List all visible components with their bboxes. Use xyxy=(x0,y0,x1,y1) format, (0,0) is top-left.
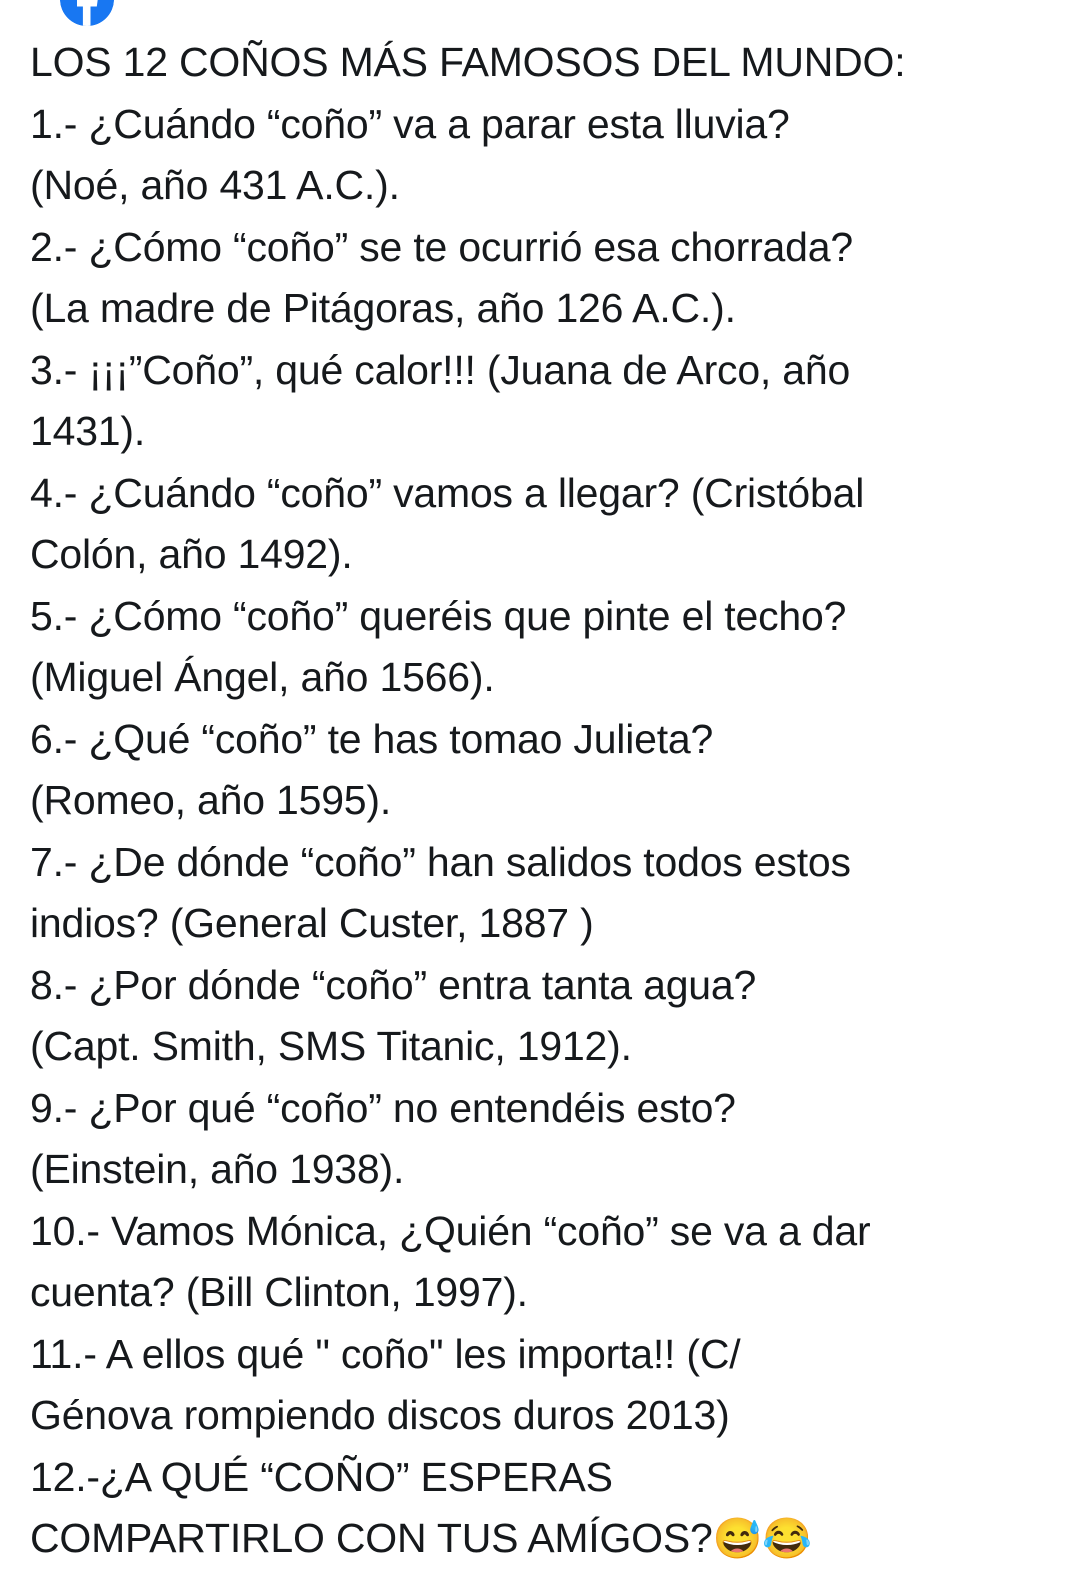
text-line: Génova rompiendo discos duros 2013) xyxy=(30,1392,730,1438)
text-line: 6.- ¿Qué “coño” te has tomao Julieta? xyxy=(30,715,714,762)
text-line: (Romeo, año 1595). xyxy=(30,777,392,823)
text-line: (La madre de Pitágoras, año 126 A.C.). xyxy=(30,285,736,331)
emoji-icon: 😅😂 xyxy=(712,1517,812,1561)
text-line: indios? (General Custer, 1887 ) xyxy=(30,900,594,946)
joke-text-body xyxy=(30,32,1050,1570)
text-line: 8.- ¿Por dónde “coño” entra tanta agua? xyxy=(30,961,757,1008)
text-line: 3.- ¡¡¡”Coño”, qué calor!!! (Juana de Arco, año xyxy=(30,346,851,393)
text-line: (Einstein, año 1938). xyxy=(30,1146,405,1192)
text-line: (Noé, año 431 A.C.). xyxy=(30,162,400,208)
text-line: Colón, año 1492). xyxy=(30,531,353,577)
facebook-avatar-circle-icon xyxy=(60,0,114,26)
text-line: 1.- ¿Cuándo “coño” va a parar esta lluvia? xyxy=(30,100,790,147)
text-line: 4.- ¿Cuándo “coño” vamos a llegar? (Cristóbal xyxy=(30,469,865,516)
text-line-title: LOS 12 COÑOS MÁS FAMOSOS DEL MUNDO: xyxy=(30,39,906,85)
text-line: 11.- A ellos qué " coño" les importa!! (C/ xyxy=(30,1330,741,1377)
text-line: 9.- ¿Por qué “coño” no entendéis esto? xyxy=(30,1084,736,1131)
text-line: 1431). xyxy=(30,408,146,454)
text-line: 5.- ¿Cómo “coño” queréis que pinte el techo? xyxy=(30,592,847,639)
text-line: cuenta? (Bill Clinton, 1997). xyxy=(30,1269,528,1315)
text-line: 2.- ¿Cómo “coño” se te ocurrió esa chorrada? xyxy=(30,223,853,270)
text-line-last xyxy=(30,1508,1050,1570)
text-line: (Miguel Ángel, año 1566). xyxy=(30,654,495,700)
text-line: (Capt. Smith, SMS Titanic, 1912). xyxy=(30,1023,632,1069)
text-line: 10.- Vamos Mónica, ¿Quién “coño” se va a dar xyxy=(30,1207,871,1254)
text-line: 12.-¿A QUÉ “COÑO” ESPERAS xyxy=(30,1453,613,1500)
text-line-last-text: COMPARTIRLO CON TUS AMÍGOS? xyxy=(30,1515,713,1561)
text-line: 7.- ¿De dónde “coño” han salidos todos estos xyxy=(30,838,851,885)
